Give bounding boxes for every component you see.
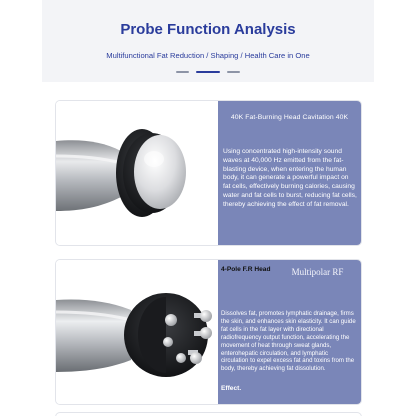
rf-panel-title: 4-Pole F.R Head — [221, 266, 271, 273]
cavitation-probe-image — [56, 101, 218, 245]
cavitation-panel-title: 40K Fat-Burning Head Cavitation 40K — [230, 113, 349, 121]
page-subtitle: Multifunctional Fat Reduction / Shaping / Health Care in One — [106, 51, 310, 60]
probe-card-next — [55, 412, 362, 416]
probe-card-multipolar-rf — [55, 259, 362, 405]
rf-description: Dissolves fat, promotes lymphatic drainage, firms the skin, and enhances skin elasticity. It can guide fat cells in the fat layer with directional radiofrequency output function, accelerating the movement of heat through sweat glands, enterohepatic circulation, and lymphatic circulation to expel excess fat and toxins from the body, thereby achieving fat dissolution. — [221, 310, 356, 373]
section-header — [42, 0, 374, 82]
divider-dot — [227, 71, 240, 73]
decorative-divider — [42, 71, 374, 73]
rf-effect-label: Effect. — [221, 385, 242, 392]
cavitation-info-panel — [218, 101, 361, 245]
rf-info-panel — [218, 260, 361, 404]
page-title: Probe Function Analysis — [120, 21, 296, 38]
probe-card-cavitation — [55, 100, 362, 246]
cavitation-description: Using concentrated high-intensity sound waves at 40,000 Hz emitted from the fat-blasting device, when entering the human body, it can generate a powerful impact on fat cells, effectively burning calories, causing water and fat cells to burst, reducing fat cells, thereby achieving the effect of fat removal. — [223, 148, 357, 208]
divider-dot-active — [196, 71, 220, 73]
divider-dot — [176, 71, 189, 73]
rf-panel-title-right: Multipolar RF — [291, 267, 344, 277]
rf-probe-image — [56, 260, 218, 404]
